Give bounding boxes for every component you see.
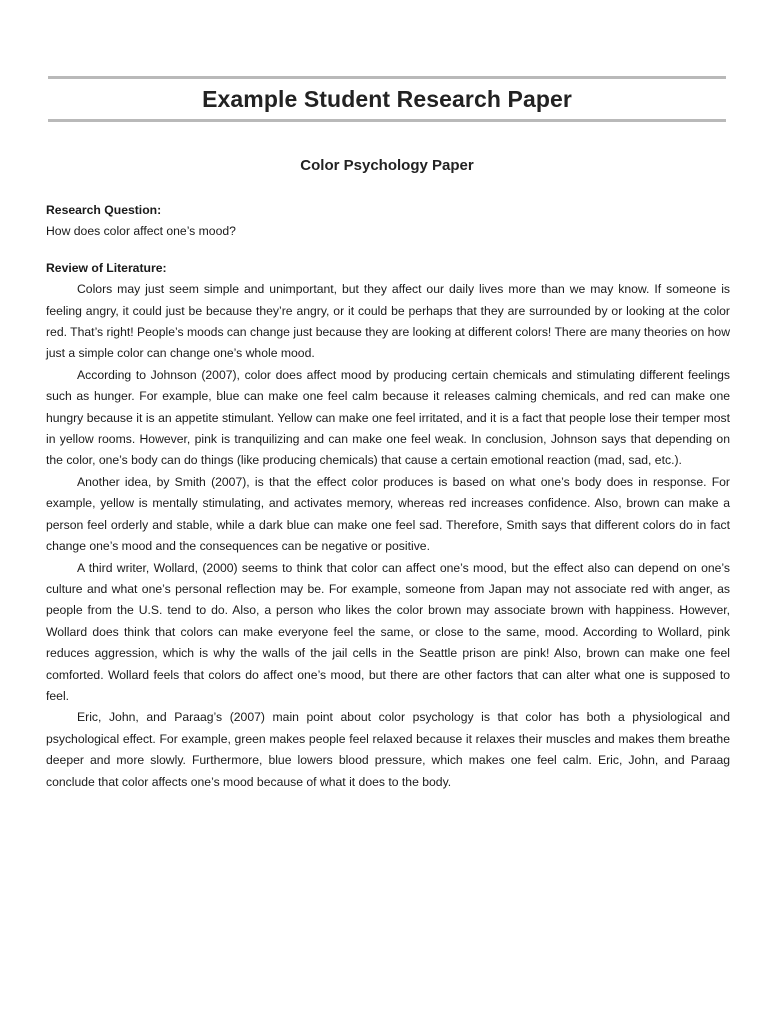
paragraph-johnson: According to Johnson (2007), color does affect mood by producing certain chemicals and stimulating different feelings such as hunger. For example, blue can make one feel calm because it releases calming chemicals, and red can make one hungry because it is an appetite stimulant. Yellow can make one feel irritated, and it is a fact that people lose their temper most in yellow rooms. However, pink is tranquilizing and can make one feel weak. In conclusion, Johnson says that depending on the color, one’s body can do things (like producing chemicals) that cause a certain emotional reaction (mad, sad, etc.).	[46, 367, 730, 468]
paragraph-eric-john-paraag: Eric, John, and Paraag’s (2007) main point about color psychology is that color has both a physiological and psychological effect. For example, green makes people feel relaxed because it relaxes their muscles and makes them breathe deeper and more slowly. Furthermore, blue lowers blood pressure, which makes one feel calm. Eric, John, and Paraag conclude that color affects one’s mood because of what it does to the body.	[46, 710, 730, 789]
research-question-text: How does color affect one’s mood?	[46, 224, 236, 239]
paper-title: Color Psychology Paper	[300, 157, 474, 174]
paragraph-intro: Colors may just seem simple and unimportant, but they affect our daily lives more than we may know. If someone is feeling angry, it could just be because they’re angry, or it could be perhaps that they are surrounded by or looking at the color red. That’s right! People’s moods can change just because they are looking at different colors! There are many theories on how just a simple color can change one’s whole mood.	[46, 282, 730, 361]
research-question-heading: Research Question:	[46, 203, 162, 217]
paper-body	[46, 200, 730, 793]
review-heading: Review of Literature:	[46, 260, 167, 275]
header-rule-top	[48, 76, 726, 79]
paragraph-smith: Another idea, by Smith (2007), is that the effect color produces is based on what one’s body does in response. For example, yellow is mentally stimulating, and activates memory, whereas red increases confidence. Also, brown can make a person feel orderly and stable, while a dark blue can make one feel sad. Therefore, Smith says that different colors do in fact change one’s mood and the consequences can be negative or positive.	[46, 474, 730, 554]
header-rule-bottom	[48, 119, 726, 122]
paragraph-wollard: A third writer, Wollard, (2000) seems to think that color can affect one’s mood, but the effect also can depend on one’s culture and what one’s personal reflection may be. For example, someone from Japan may not associate red with anger, as people from the U.S. tend to do. Also, a person who likes the color brown may associate brown with happiness. However, Wollard does think that colors can make everyone feel the same, or close to the same, mood. According to Wollard, pink reduces aggression, which is why the walls of the jail cells in the Seattle prison are pink! Also, brown can make one feel comforted. Wollard feels that colors do affect one’s mood, but there are other factors that can alter what one is supposed to feel.	[46, 560, 730, 703]
document-title: Example Student Research Paper	[202, 86, 572, 112]
